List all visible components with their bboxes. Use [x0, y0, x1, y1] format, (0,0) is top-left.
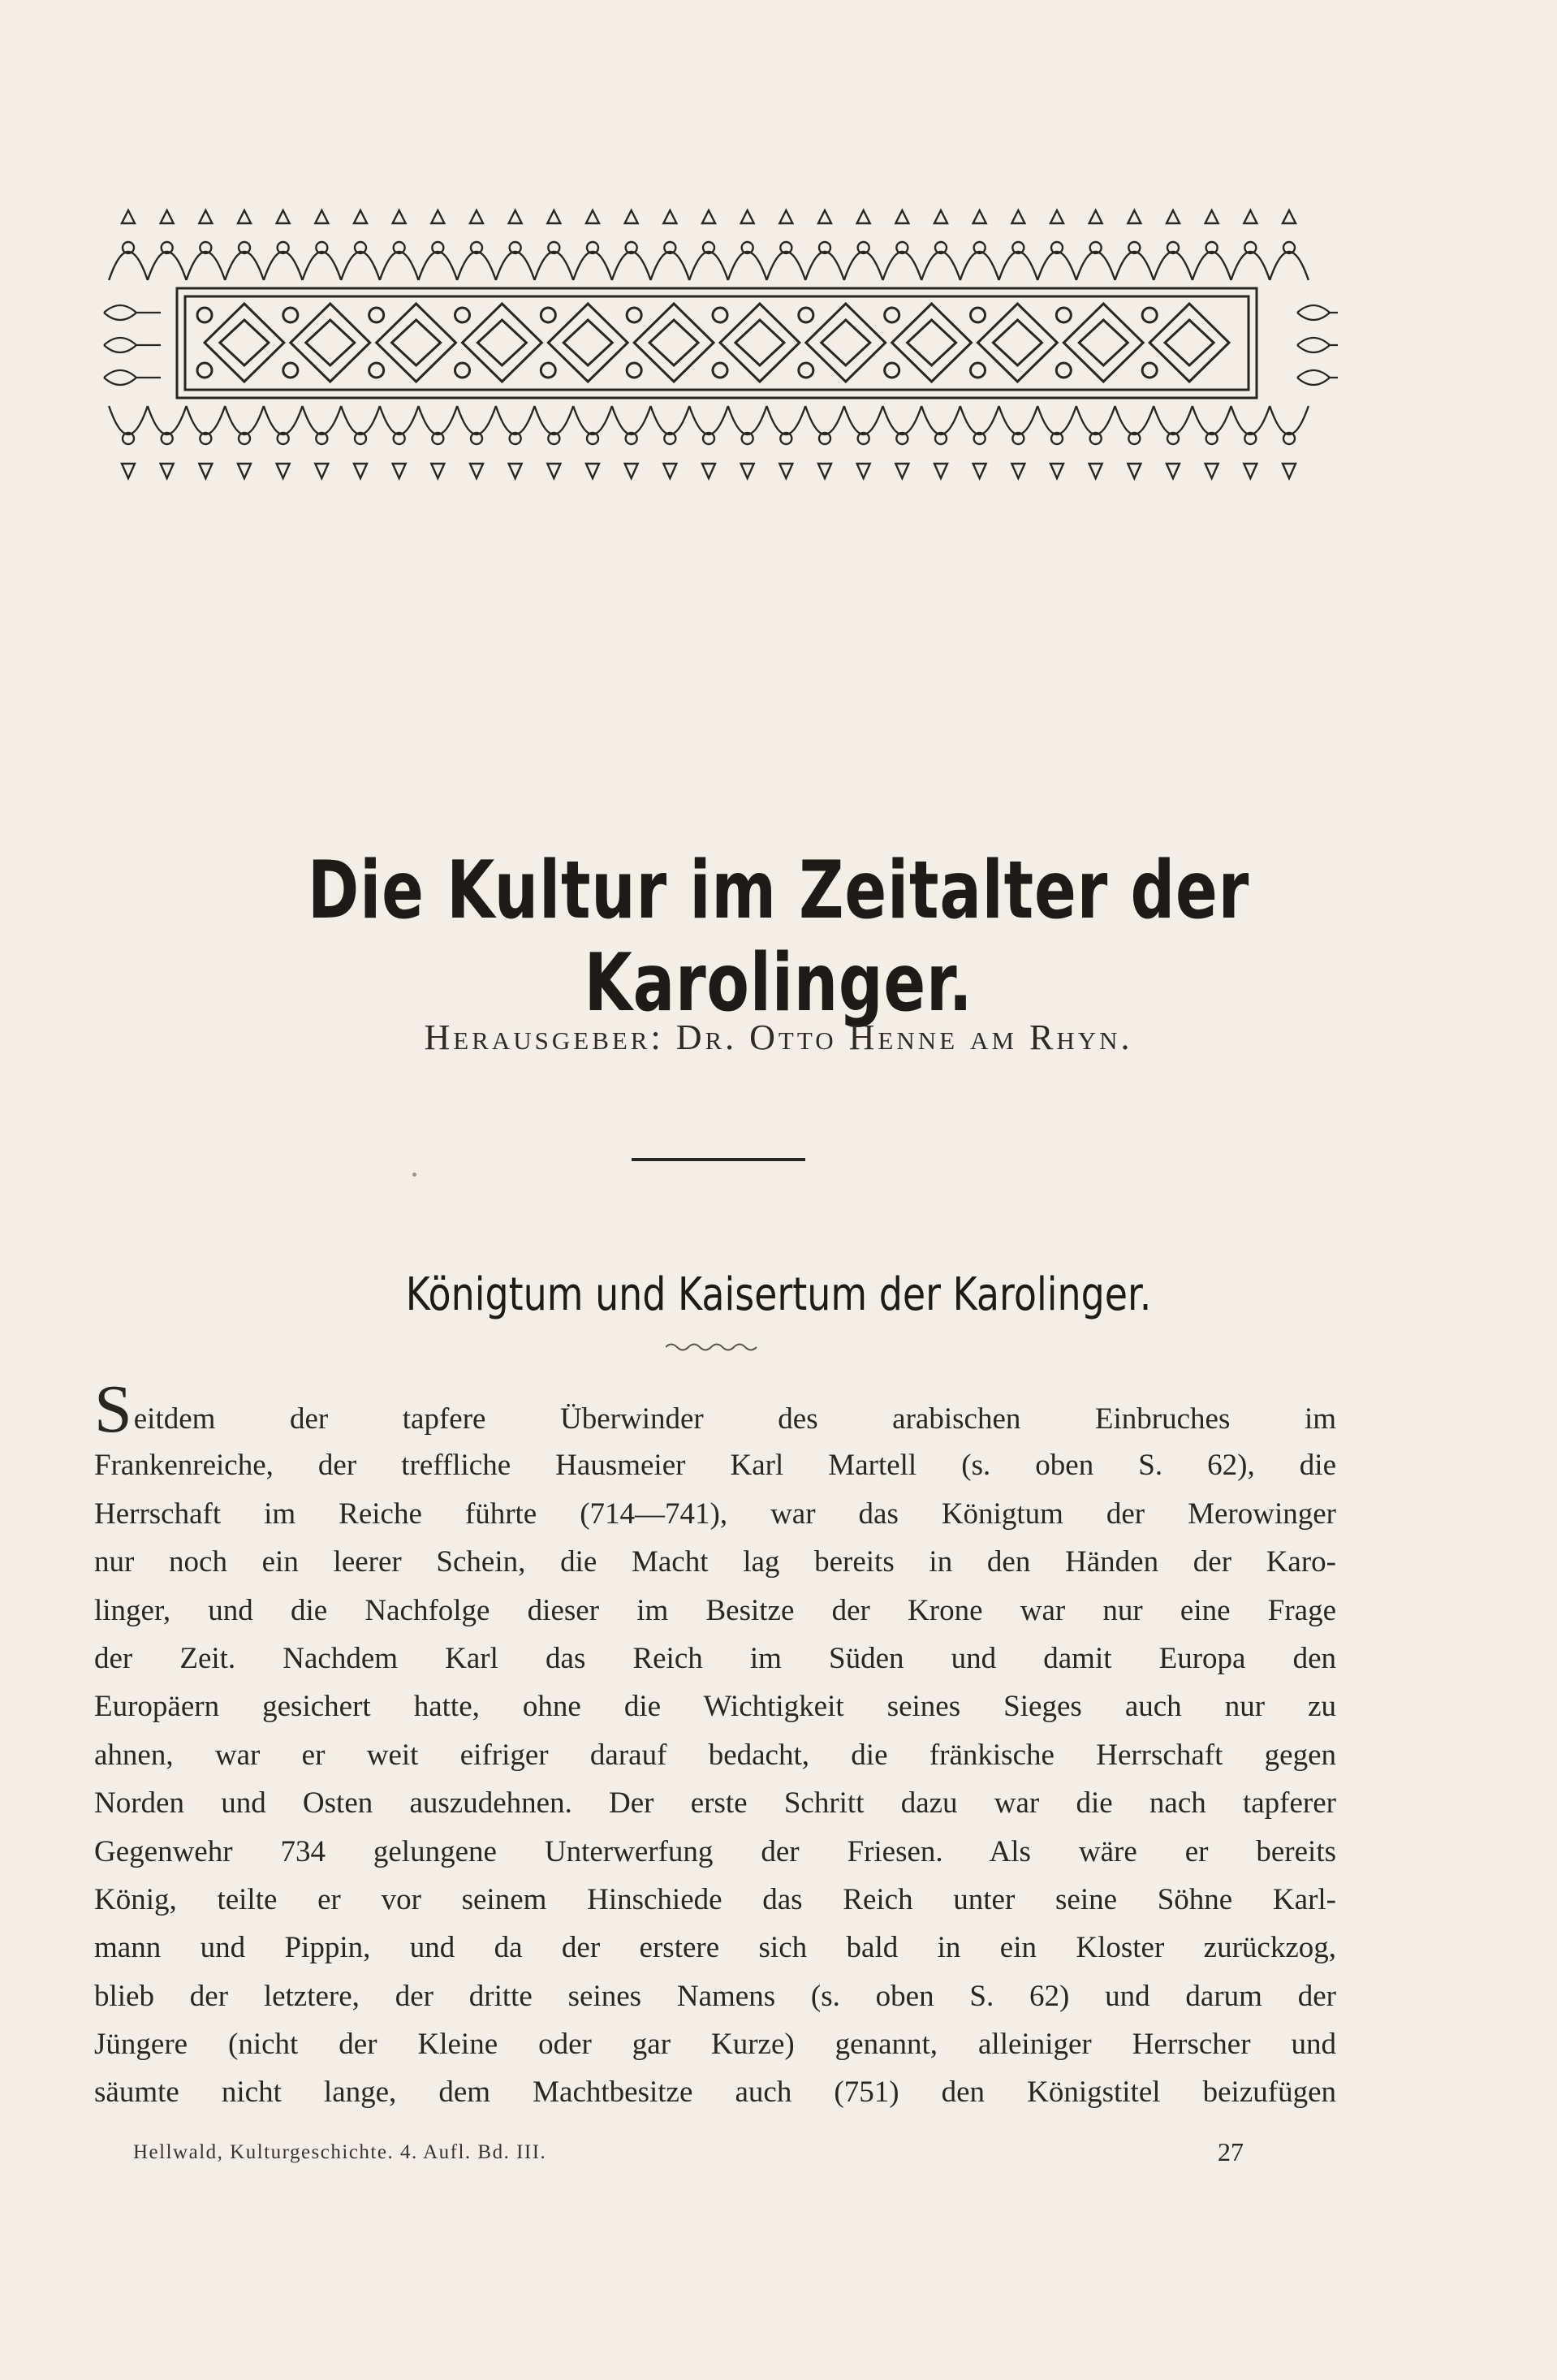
loop-ornament — [1142, 363, 1157, 378]
body-line: säumte nicht lange, dem Machtbesitze auch (751) den Königstitel beizufügen — [94, 2075, 1336, 2110]
spike-ornament — [199, 464, 212, 478]
spike-ornament — [122, 464, 135, 478]
spike-ornament — [393, 210, 406, 223]
arch-ornament — [844, 252, 883, 280]
speck-mark — [412, 1173, 416, 1177]
scroll-ornament — [104, 338, 161, 352]
arch-ornament — [805, 406, 844, 434]
diamond-ornament — [548, 304, 628, 382]
loop-ornament — [1056, 308, 1071, 322]
spike-ornament — [1089, 210, 1102, 223]
loop-ornament — [369, 363, 384, 378]
arch-ornament — [1193, 406, 1231, 434]
loop-ornament — [1142, 308, 1157, 322]
diamond-ornament — [822, 320, 870, 365]
body-line: Herrschaft im Reiche führte (714—741), war das Königtum der Merowinger — [94, 1497, 1336, 1531]
spike-ornament — [1283, 464, 1296, 478]
diamond-ornament — [291, 304, 370, 382]
spike-ornament — [354, 464, 367, 478]
spike-ornament — [509, 210, 522, 223]
loop-ornament — [541, 363, 555, 378]
body-line: Europäern gesichert hatte, ohne die Wichtigkeit seines Sieges auch nur zu — [94, 1690, 1336, 1724]
arch-ornament — [303, 252, 342, 280]
scroll-ornament — [1297, 338, 1338, 352]
diamond-ornament — [205, 304, 284, 382]
diamond-ornament — [978, 304, 1058, 382]
arch-ornament — [883, 406, 922, 434]
scroll-ornament — [1297, 370, 1338, 385]
arch-ornament — [689, 406, 728, 434]
arch-ornament — [109, 252, 148, 280]
arch-ornament — [187, 252, 226, 280]
divider-rule — [632, 1158, 805, 1161]
diamond-ornament — [720, 304, 800, 382]
diamond-ornament — [1079, 320, 1128, 365]
loop-ornament — [713, 308, 727, 322]
diamond-ornament — [908, 320, 956, 365]
spike-ornament — [509, 464, 522, 478]
loop-ornament — [799, 308, 813, 322]
arch-ornament — [303, 406, 342, 434]
spike-ornament — [895, 210, 908, 223]
body-line: König, teilte er vor seinem Hinschiede das Reich unter seine Söhne Karl- — [94, 1882, 1336, 1916]
arch-ornament — [728, 406, 767, 434]
arch-ornament — [844, 406, 883, 434]
spike-ornament — [625, 464, 638, 478]
wave-divider-icon — [666, 1341, 761, 1353]
arch-ornament — [921, 406, 960, 434]
arch-ornament — [109, 406, 148, 434]
spike-ornament — [779, 210, 792, 223]
arch-ornament — [999, 252, 1038, 280]
spike-ornament — [315, 464, 328, 478]
arch-ornament — [225, 252, 264, 280]
spike-ornament — [547, 464, 560, 478]
spike-ornament — [1011, 210, 1024, 223]
spike-ornament — [663, 210, 676, 223]
arch-ornament — [960, 252, 999, 280]
spike-ornament — [779, 464, 792, 478]
diamond-ornament — [377, 304, 456, 382]
spike-ornament — [315, 210, 328, 223]
spike-ornament — [973, 210, 986, 223]
arch-ornament — [1154, 252, 1193, 280]
body-paragraph — [94, 1371, 1336, 2117]
arch-ornament — [1193, 252, 1231, 280]
spike-ornament — [586, 210, 599, 223]
diamond-ornament — [634, 304, 714, 382]
ornamental-header-band — [88, 207, 1338, 499]
scroll-ornament — [1297, 305, 1338, 320]
spike-ornament — [470, 210, 483, 223]
spike-ornament — [857, 210, 870, 223]
body-line: Gegenwehr 734 gelungene Unterwerfung der Friesen. Als wäre er bereits — [94, 1834, 1336, 1868]
arch-ornament — [1231, 406, 1270, 434]
arch-ornament — [457, 406, 496, 434]
arch-ornament — [419, 252, 458, 280]
arch-ornament — [1037, 406, 1076, 434]
body-line-1: Seitdem der tapfere Überwinder des arabischen Einbruches im — [94, 1371, 1336, 1447]
spike-ornament — [1050, 210, 1063, 223]
drop-cap: S — [94, 1371, 132, 1447]
page-number: 27 — [1218, 2137, 1244, 2166]
arch-ornament — [999, 406, 1038, 434]
spike-ornament — [1244, 464, 1257, 478]
body-line: Jüngere (nicht der Kleine oder gar Kurze) genannt, alleiniger Herrscher und — [94, 2028, 1336, 2062]
diamond-ornament — [735, 320, 784, 365]
spike-ornament — [1167, 210, 1180, 223]
loop-ornament — [885, 363, 899, 378]
spike-ornament — [1128, 210, 1141, 223]
body-line: ahnen, war er weit eifriger darauf bedacht, die fränkische Herrschaft gegen — [94, 1738, 1336, 1772]
diamond-ornament — [1063, 304, 1143, 382]
spike-ornament — [1283, 210, 1296, 223]
loop-ornament — [197, 308, 212, 322]
spike-ornament — [393, 464, 406, 478]
arch-ornament — [225, 406, 264, 434]
arch-ornament — [1076, 406, 1115, 434]
arch-ornament — [1076, 252, 1115, 280]
body-line: linger, und die Nachfolge dieser im Besitze der Krone war nur eine Frage — [94, 1593, 1336, 1627]
loop-ornament — [455, 363, 470, 378]
spike-ornament — [625, 210, 638, 223]
spike-ornament — [934, 464, 947, 478]
body-line: blieb der letztere, der dritte seines Namens (s. oben S. 62) und darum der — [94, 1979, 1336, 2013]
loop-ornament — [713, 363, 727, 378]
arch-ornament — [921, 252, 960, 280]
arch-ornament — [341, 406, 380, 434]
diamond-ornament — [806, 304, 886, 382]
arch-ornament — [960, 406, 999, 434]
arch-ornament — [767, 406, 806, 434]
spike-ornament — [547, 210, 560, 223]
spike-ornament — [1205, 464, 1218, 478]
arch-ornament — [341, 252, 380, 280]
arch-ornament — [457, 252, 496, 280]
arch-ornament — [535, 406, 574, 434]
loop-ornament — [283, 363, 298, 378]
arch-ornament — [1115, 252, 1154, 280]
spike-ornament — [161, 210, 174, 223]
arch-ornament — [883, 252, 922, 280]
spike-ornament — [586, 464, 599, 478]
loop-ornament — [455, 308, 470, 322]
spike-ornament — [238, 464, 251, 478]
spike-ornament — [663, 464, 676, 478]
spike-ornament — [1167, 464, 1180, 478]
body-line: Frankenreiche, der treffliche Hausmeier Karl Martell (s. oben S. 62), die — [94, 1449, 1336, 1483]
arch-ornament — [728, 252, 767, 280]
diamond-ornament — [1165, 320, 1214, 365]
diamond-ornament — [1149, 304, 1229, 382]
loop-ornament — [627, 363, 641, 378]
spike-ornament — [122, 210, 135, 223]
arch-ornament — [1037, 252, 1076, 280]
spike-ornament — [470, 464, 483, 478]
spike-ornament — [1128, 464, 1141, 478]
spike-ornament — [818, 464, 831, 478]
spike-ornament — [161, 464, 174, 478]
spike-ornament — [199, 210, 212, 223]
arch-ornament — [805, 252, 844, 280]
section-heading: Königtum und Kaisertum der Karolinger. — [405, 1268, 1152, 1321]
diamond-ornament — [392, 320, 441, 365]
arch-ornament — [148, 406, 187, 434]
arch-ornament — [148, 252, 187, 280]
body-line: mann und Pippin, und da der erstere sich bald in ein Kloster zurückzog, — [94, 1931, 1336, 1965]
scroll-ornament — [104, 305, 161, 320]
body-line: der Zeit. Nachdem Karl das Reich im Süden und damit Europa den — [94, 1641, 1336, 1675]
arch-ornament — [1270, 406, 1309, 434]
diamond-ornament — [649, 320, 698, 365]
body-line: Norden und Osten auszudehnen. Der erste Schritt dazu war die nach tapferer — [94, 1786, 1336, 1821]
arch-ornament — [380, 252, 419, 280]
arch-ornament — [689, 252, 728, 280]
spike-ornament — [818, 210, 831, 223]
loop-ornament — [197, 363, 212, 378]
spike-ornament — [895, 464, 908, 478]
arch-ornament — [535, 252, 574, 280]
loop-ornament — [885, 308, 899, 322]
diamond-ornament — [306, 320, 355, 365]
body-line: nur noch ein leerer Schein, die Macht lag bereits in den Händen der Karo- — [94, 1545, 1336, 1579]
spike-ornament — [1089, 464, 1102, 478]
spike-ornament — [702, 210, 715, 223]
spike-ornament — [973, 464, 986, 478]
arch-ornament — [496, 252, 535, 280]
spike-ornament — [741, 210, 754, 223]
diamond-ornament — [993, 320, 1042, 365]
spike-ornament — [741, 464, 754, 478]
diamond-ornament — [463, 304, 542, 382]
arch-ornament — [651, 406, 690, 434]
spike-ornament — [702, 464, 715, 478]
spike-ornament — [238, 210, 251, 223]
arch-ornament — [380, 406, 419, 434]
loop-ornament — [627, 308, 641, 322]
loop-ornament — [283, 308, 298, 322]
diamond-ornament — [563, 320, 612, 365]
arch-ornament — [612, 252, 651, 280]
spike-ornament — [277, 210, 290, 223]
spike-ornament — [431, 464, 444, 478]
loop-ornament — [971, 363, 986, 378]
loop-ornament — [541, 308, 555, 322]
arch-ornament — [1154, 406, 1193, 434]
arch-ornament — [573, 252, 612, 280]
loop-ornament — [369, 308, 384, 322]
spike-ornament — [857, 464, 870, 478]
arch-ornament — [187, 406, 226, 434]
spike-ornament — [1244, 210, 1257, 223]
arch-ornament — [264, 406, 303, 434]
spike-ornament — [1205, 210, 1218, 223]
loop-ornament — [971, 308, 986, 322]
scroll-ornament — [104, 370, 161, 385]
loop-ornament — [799, 363, 813, 378]
arch-ornament — [573, 406, 612, 434]
arch-ornament — [496, 406, 535, 434]
arch-ornament — [767, 252, 806, 280]
arch-ornament — [264, 252, 303, 280]
arch-ornament — [612, 406, 651, 434]
arch-ornament — [1270, 252, 1309, 280]
spike-ornament — [354, 210, 367, 223]
arch-ornament — [1115, 406, 1154, 434]
arch-ornament — [651, 252, 690, 280]
diamond-ornament — [220, 320, 269, 365]
spike-ornament — [1050, 464, 1063, 478]
signature-line: Hellwald, Kulturgeschichte. 4. Aufl. Bd. III. — [133, 2141, 547, 2163]
chapter-title: Die Kultur im Zeitalter der Karolinger. — [307, 844, 1250, 1030]
spike-ornament — [934, 210, 947, 223]
arch-ornament — [1231, 252, 1270, 280]
spike-ornament — [1011, 464, 1024, 478]
diamond-ornament — [477, 320, 526, 365]
loop-ornament — [1056, 363, 1071, 378]
editor-line: Herausgeber: Dr. Otto Henne am Rhyn. — [424, 1017, 1133, 1057]
diamond-ornament — [892, 304, 972, 382]
spike-ornament — [277, 464, 290, 478]
spike-ornament — [431, 210, 444, 223]
arch-ornament — [419, 406, 458, 434]
